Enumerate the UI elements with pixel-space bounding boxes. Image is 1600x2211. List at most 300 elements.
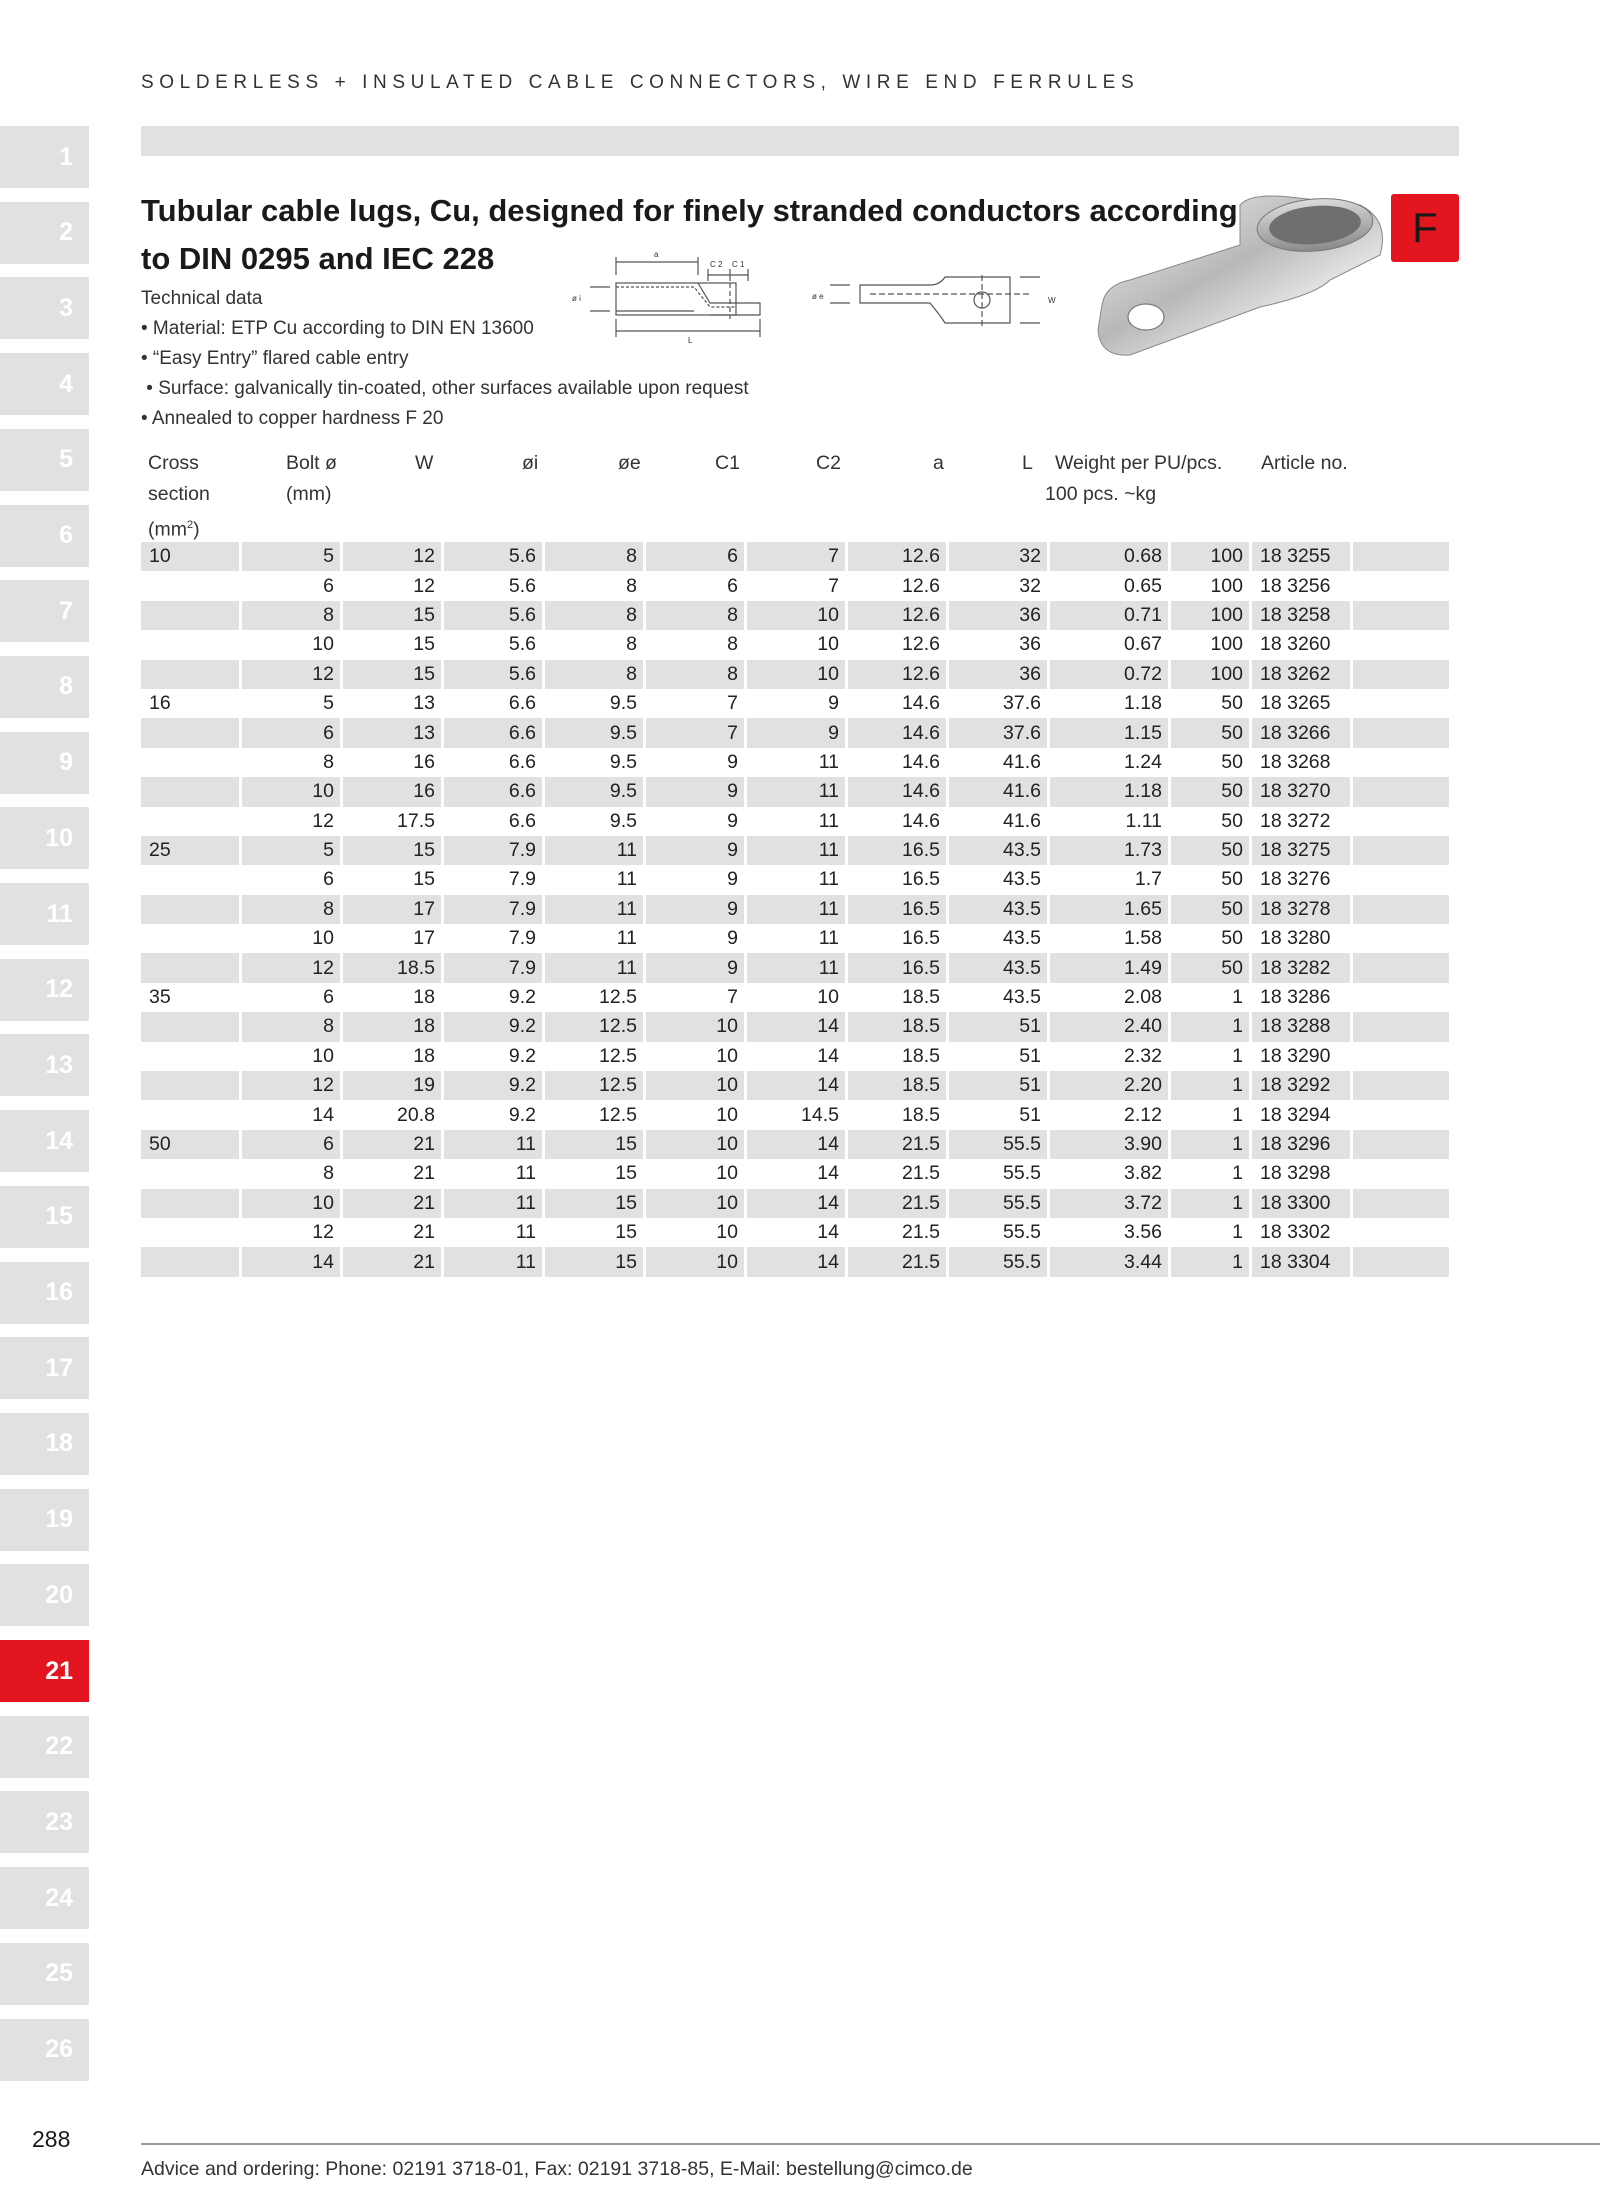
table-row xyxy=(141,689,1449,718)
cell-weight: 2.12 xyxy=(1124,1103,1162,1126)
chapter-tab-22[interactable]: 22 xyxy=(0,1716,89,1778)
cell-oi: 6.6 xyxy=(508,750,536,773)
cell-l: 43.5 xyxy=(1003,868,1041,891)
cell-c2: 11 xyxy=(818,750,839,773)
cell-oi: 9.2 xyxy=(444,1071,542,1100)
cell-article: 18 3266 xyxy=(1252,718,1350,747)
cell-filler xyxy=(1353,807,1449,836)
cell-filler xyxy=(1353,1247,1449,1276)
cell-c2: 14 xyxy=(747,1012,845,1041)
cell-w: 17 xyxy=(343,895,441,924)
cell-pu: 100 xyxy=(1210,574,1243,597)
cell-w: 15 xyxy=(343,836,441,865)
table-row xyxy=(141,807,1449,836)
cell-w: 21 xyxy=(413,1221,435,1244)
cell-cross xyxy=(141,748,239,777)
cell-a: 21.5 xyxy=(848,1247,946,1276)
cell-a: 21.5 xyxy=(902,1162,940,1185)
cell-pu: 1 xyxy=(1232,1103,1243,1126)
cell-oe: 11 xyxy=(545,895,643,924)
cell-oe: 8 xyxy=(626,633,637,656)
chapter-tab-9[interactable]: 9 xyxy=(0,732,89,794)
cell-pu: 50 xyxy=(1221,692,1243,715)
cell-bolt: 8 xyxy=(323,1162,334,1185)
cell-l: 55.5 xyxy=(949,1247,1047,1276)
cell-a: 14.6 xyxy=(902,692,940,715)
cell-pu: 50 xyxy=(1221,868,1243,891)
cell-a: 12.6 xyxy=(848,601,946,630)
chapter-tab-8[interactable]: 8 xyxy=(0,656,89,718)
col-header-c2: C2 xyxy=(816,452,841,474)
footer-divider xyxy=(141,2143,1600,2145)
footer-contact: Advice and ordering: Phone: 02191 3718-01, Fax: 02191 3718-85, E-Mail: bestellung@cimco.de xyxy=(141,2158,973,2180)
dim-label-c2: C 2 xyxy=(710,260,723,269)
col-header-oe: øe xyxy=(618,452,641,474)
top-view-drawing xyxy=(810,255,1070,335)
cell-oe: 11 xyxy=(545,836,643,865)
cell-weight: 1.18 xyxy=(1050,777,1168,806)
table-row xyxy=(141,1189,1449,1218)
cell-article: 18 3258 xyxy=(1252,601,1350,630)
cell-weight: 1.49 xyxy=(1050,953,1168,982)
cell-oe: 15 xyxy=(545,1130,643,1159)
header-bolt: Bolt ø xyxy=(286,452,337,474)
cell-oi: 7.9 xyxy=(444,895,542,924)
cell-article: 18 3278 xyxy=(1252,895,1350,924)
chapter-tab-6[interactable]: 6 xyxy=(0,505,89,567)
chapter-tab-16[interactable]: 16 xyxy=(0,1262,89,1324)
cell-w: 12 xyxy=(413,574,435,597)
cell-filler xyxy=(1353,983,1449,1012)
cell-weight: 1.11 xyxy=(1125,809,1162,832)
cell-article: 18 3294 xyxy=(1260,1103,1331,1126)
cell-a: 16.5 xyxy=(848,836,946,865)
header-weight: Weight per xyxy=(1055,452,1149,474)
chapter-tab-21[interactable]: 21 xyxy=(0,1640,89,1702)
cell-weight: 3.72 xyxy=(1050,1189,1168,1218)
cell-oe: 9.5 xyxy=(609,750,637,773)
cell-filler xyxy=(1353,895,1449,924)
cell-cross: 50 xyxy=(141,1130,239,1159)
header-mm2-text: (mm xyxy=(148,518,187,541)
header-mm2 xyxy=(148,510,210,546)
cell-w: 16 xyxy=(413,750,435,773)
cell-bolt: 10 xyxy=(242,777,340,806)
cell-cross xyxy=(141,924,239,953)
table-row xyxy=(141,865,1449,894)
cell-bolt: 8 xyxy=(242,601,340,630)
col-header-bolt xyxy=(286,448,337,510)
chapter-tab-26[interactable]: 26 xyxy=(0,2019,89,2081)
cell-pu: 50 xyxy=(1171,953,1249,982)
header-weight-unit: 100 pcs. ~kg xyxy=(1045,483,1157,505)
chapter-tab-17[interactable]: 17 xyxy=(0,1337,89,1399)
cell-bolt: 8 xyxy=(323,750,334,773)
cell-w: 21 xyxy=(343,1247,441,1276)
cell-filler xyxy=(1353,571,1449,600)
cell-w: 19 xyxy=(343,1071,441,1100)
cell-c2: 14 xyxy=(817,1044,839,1067)
cell-a: 12.6 xyxy=(848,542,946,571)
cell-filler xyxy=(1353,748,1449,777)
cell-l: 55.5 xyxy=(949,1189,1047,1218)
cell-c1: 10 xyxy=(646,1189,744,1218)
cell-article: 18 3270 xyxy=(1252,777,1350,806)
cell-a: 14.6 xyxy=(902,809,940,832)
col-header-weight xyxy=(1045,448,1156,510)
header-mm2-sup: 2 xyxy=(186,519,194,531)
cell-article: 18 3298 xyxy=(1260,1162,1331,1185)
cell-bolt: 6 xyxy=(323,574,334,597)
cell-weight: 1.18 xyxy=(1124,692,1162,715)
col-header-l: L xyxy=(1022,452,1033,474)
chapter-tab-10[interactable]: 10 xyxy=(0,807,89,869)
cell-oe: 9.5 xyxy=(545,777,643,806)
col-header-a: a xyxy=(933,452,944,474)
cell-l: 37.6 xyxy=(949,718,1047,747)
cell-a: 16.5 xyxy=(902,927,940,950)
tech-heading: Technical data xyxy=(141,288,263,309)
cell-pu: 50 xyxy=(1221,750,1243,773)
cell-c1: 7 xyxy=(727,986,738,1009)
table-row xyxy=(141,1218,1449,1247)
cell-oi: 6.6 xyxy=(508,692,536,715)
cell-oe: 12.5 xyxy=(599,986,637,1009)
cell-oi: 11 xyxy=(444,1130,542,1159)
cell-oi: 11 xyxy=(515,1221,536,1244)
chapter-tab-13[interactable]: 13 xyxy=(0,1034,89,1096)
cell-l: 55.5 xyxy=(1003,1221,1041,1244)
cell-w: 17.5 xyxy=(397,809,435,832)
cell-bolt: 10 xyxy=(312,1044,334,1067)
chapter-tab-20[interactable]: 20 xyxy=(0,1564,89,1626)
cell-cross xyxy=(141,895,239,924)
cell-pu: 100 xyxy=(1171,660,1249,689)
cell-article: 18 3282 xyxy=(1252,953,1350,982)
cell-weight: 3.90 xyxy=(1050,1130,1168,1159)
chapter-tab-12[interactable]: 12 xyxy=(0,959,89,1021)
cell-cross: 25 xyxy=(141,836,239,865)
cell-c1: 8 xyxy=(646,601,744,630)
cell-w: 13 xyxy=(343,718,441,747)
chapter-tab-24[interactable]: 24 xyxy=(0,1867,89,1929)
cell-filler xyxy=(1353,660,1449,689)
cell-bolt: 5 xyxy=(242,836,340,865)
cell-bolt: 5 xyxy=(323,692,334,715)
cell-cross: 10 xyxy=(141,542,239,571)
cell-oi: 6.6 xyxy=(508,809,536,832)
cell-oe: 11 xyxy=(616,927,637,950)
cell-article: 18 3292 xyxy=(1252,1071,1350,1100)
cell-bolt: 12 xyxy=(242,1071,340,1100)
cell-article: 18 3260 xyxy=(1260,633,1331,656)
table-row xyxy=(141,630,1449,659)
cell-w: 16 xyxy=(343,777,441,806)
cell-w: 13 xyxy=(413,692,435,715)
cell-oe: 15 xyxy=(545,1189,643,1218)
dim-label-w: W xyxy=(1048,296,1056,305)
cell-w: 18 xyxy=(413,986,435,1009)
cell-l: 36 xyxy=(949,660,1047,689)
chapter-tab-14[interactable]: 14 xyxy=(0,1110,89,1172)
cell-c2: 11 xyxy=(747,836,845,865)
header-cross: Cross xyxy=(148,452,199,474)
cell-w: 15 xyxy=(343,601,441,630)
cell-a: 21.5 xyxy=(848,1189,946,1218)
cell-oe: 8 xyxy=(545,542,643,571)
cell-weight: 0.65 xyxy=(1124,574,1162,597)
table-row xyxy=(141,1042,1449,1071)
cell-pu: 100 xyxy=(1171,542,1249,571)
cell-oi: 6.6 xyxy=(444,777,542,806)
cell-c2: 10 xyxy=(747,660,845,689)
dim-label-oi: ø i xyxy=(572,294,581,303)
cell-c1: 9 xyxy=(727,868,738,891)
cell-a: 16.5 xyxy=(848,953,946,982)
chapter-tab-23[interactable]: 23 xyxy=(0,1791,89,1853)
cell-filler xyxy=(1353,1012,1449,1041)
cell-filler xyxy=(1353,1218,1449,1247)
cell-weight: 3.56 xyxy=(1124,1221,1162,1244)
cell-l: 51 xyxy=(949,1012,1047,1041)
cell-oe: 15 xyxy=(545,1247,643,1276)
cell-weight: 1.24 xyxy=(1124,750,1162,773)
table-row xyxy=(141,1159,1449,1188)
cell-oi: 5.6 xyxy=(508,574,536,597)
cell-pu: 1 xyxy=(1232,1221,1243,1244)
cell-l: 43.5 xyxy=(949,836,1047,865)
table-row xyxy=(141,1012,1449,1041)
cell-weight: 3.44 xyxy=(1050,1247,1168,1276)
cell-filler xyxy=(1353,836,1449,865)
table-row xyxy=(141,983,1449,1012)
cell-w: 15 xyxy=(413,868,435,891)
cell-c2: 11 xyxy=(747,953,845,982)
cell-bolt: 12 xyxy=(312,1221,334,1244)
cell-filler xyxy=(1353,630,1449,659)
cell-oi: 11 xyxy=(515,1162,536,1185)
cell-oe: 8 xyxy=(626,574,637,597)
cell-w: 20.8 xyxy=(397,1103,435,1126)
cell-cross xyxy=(141,1042,239,1071)
cell-c2: 9 xyxy=(828,692,839,715)
cell-l: 36 xyxy=(1019,633,1041,656)
cell-article: 18 3275 xyxy=(1252,836,1350,865)
cell-pu: 1 xyxy=(1171,1189,1249,1218)
tech-item: • Annealed to copper hardness F 20 xyxy=(141,408,444,429)
cell-article: 18 3272 xyxy=(1260,809,1331,832)
chapter-tab-5[interactable]: 5 xyxy=(0,429,89,491)
cell-a: 21.5 xyxy=(902,1221,940,1244)
cell-c2: 11 xyxy=(818,927,839,950)
cell-w: 21 xyxy=(343,1130,441,1159)
chapter-tab-19[interactable]: 19 xyxy=(0,1489,89,1551)
cell-bolt: 6 xyxy=(242,1130,340,1159)
chapter-tab-1[interactable]: 1 xyxy=(0,126,89,188)
cell-c2: 14 xyxy=(747,1189,845,1218)
table-row xyxy=(141,1247,1449,1276)
cell-a: 18.5 xyxy=(902,1044,940,1067)
cell-oi: 11 xyxy=(444,1189,542,1218)
cell-cross xyxy=(141,718,239,747)
cell-l: 37.6 xyxy=(1003,692,1041,715)
cell-article: 18 3262 xyxy=(1252,660,1350,689)
cell-a: 16.5 xyxy=(902,868,940,891)
chapter-tab-2[interactable]: 2 xyxy=(0,202,89,264)
cell-article: 18 3256 xyxy=(1260,574,1331,597)
cell-filler xyxy=(1353,1071,1449,1100)
cell-l: 51 xyxy=(949,1071,1047,1100)
cell-bolt: 10 xyxy=(312,927,334,950)
cell-c1: 10 xyxy=(716,1044,738,1067)
chapter-tab-4[interactable]: 4 xyxy=(0,353,89,415)
cell-oe: 8 xyxy=(545,660,643,689)
cell-pu: 50 xyxy=(1221,809,1243,832)
table-row xyxy=(141,542,1449,571)
page-number: 288 xyxy=(32,2126,71,2152)
cell-cross xyxy=(141,865,239,894)
cell-cross xyxy=(141,1100,239,1129)
cell-filler xyxy=(1353,601,1449,630)
cell-bolt: 6 xyxy=(323,986,334,1009)
cell-weight: 1.15 xyxy=(1050,718,1168,747)
cell-weight: 3.82 xyxy=(1124,1162,1162,1185)
cell-oe: 12.5 xyxy=(599,1103,637,1126)
cell-l: 43.5 xyxy=(949,953,1047,982)
cell-bolt: 12 xyxy=(312,809,334,832)
cell-c1: 9 xyxy=(646,836,744,865)
header-bar xyxy=(141,126,1459,156)
cell-c2: 14 xyxy=(747,1130,845,1159)
cell-article: 18 3280 xyxy=(1260,927,1331,950)
chapter-tab-3[interactable]: 3 xyxy=(0,277,89,339)
cell-l: 32 xyxy=(949,542,1047,571)
cell-article: 18 3296 xyxy=(1252,1130,1350,1159)
cell-bolt: 10 xyxy=(242,1189,340,1218)
cell-bolt: 10 xyxy=(312,633,334,656)
cell-a: 14.6 xyxy=(848,718,946,747)
cell-oe: 11 xyxy=(616,868,637,891)
table-row xyxy=(141,571,1449,600)
product-table xyxy=(138,542,1452,1277)
cell-pu: 1 xyxy=(1232,1162,1243,1185)
cell-weight: 0.67 xyxy=(1124,633,1162,656)
cell-cross xyxy=(141,571,239,600)
cell-l: 51 xyxy=(1019,1103,1041,1126)
cell-cross xyxy=(141,601,239,630)
cell-bolt: 5 xyxy=(242,542,340,571)
cell-oi: 7.9 xyxy=(508,868,536,891)
cell-l: 55.5 xyxy=(1003,1162,1041,1185)
cell-l: 41.6 xyxy=(1003,750,1041,773)
cell-a: 21.5 xyxy=(848,1130,946,1159)
col-header-cross-section xyxy=(148,448,210,546)
cell-bolt: 12 xyxy=(242,953,340,982)
cell-w: 18 xyxy=(343,1012,441,1041)
cell-c2: 14 xyxy=(817,1162,839,1185)
cell-l: 43.5 xyxy=(1003,927,1041,950)
cell-cross xyxy=(141,1247,239,1276)
cell-oe: 12.5 xyxy=(599,1044,637,1067)
cell-oi: 9.2 xyxy=(508,1044,536,1067)
cell-c2: 11 xyxy=(818,868,839,891)
table-row xyxy=(141,924,1449,953)
cell-pu: 50 xyxy=(1171,777,1249,806)
table-row xyxy=(141,1130,1449,1159)
cell-cross xyxy=(141,630,239,659)
cell-filler xyxy=(1353,689,1449,718)
dim-label-l: L xyxy=(688,336,693,345)
table-row xyxy=(141,1071,1449,1100)
cell-cross xyxy=(141,1159,239,1188)
chapter-tab-11[interactable]: 11 xyxy=(0,883,89,945)
cell-cross xyxy=(141,807,239,836)
cell-bolt: 14 xyxy=(242,1247,340,1276)
table-row xyxy=(141,601,1449,630)
cell-oi: 5.6 xyxy=(444,542,542,571)
cell-oi: 6.6 xyxy=(444,718,542,747)
cell-bolt: 14 xyxy=(312,1103,334,1126)
tech-item: • “Easy Entry” flared cable entry xyxy=(141,348,409,369)
cell-oe: 8 xyxy=(545,601,643,630)
cell-oi: 5.6 xyxy=(508,633,536,656)
chapter-tab-25[interactable]: 25 xyxy=(0,1943,89,2005)
cell-weight: 1.73 xyxy=(1050,836,1168,865)
col-header-w: W xyxy=(415,452,434,474)
col-header-c1: C1 xyxy=(715,452,740,474)
cell-c2: 11 xyxy=(747,895,845,924)
cell-article: 18 3276 xyxy=(1260,868,1331,891)
cell-c1: 6 xyxy=(727,574,738,597)
cell-a: 12.6 xyxy=(902,633,940,656)
table-row xyxy=(141,836,1449,865)
cell-a: 18.5 xyxy=(848,1012,946,1041)
cell-cross xyxy=(141,1189,239,1218)
cell-oi: 5.6 xyxy=(444,601,542,630)
chapter-tab-18[interactable]: 18 xyxy=(0,1413,89,1475)
cell-w: 18 xyxy=(413,1044,435,1067)
table-row xyxy=(141,953,1449,982)
tech-item: • Surface: galvanically tin-coated, other surfaces available upon request xyxy=(141,378,749,399)
table-row xyxy=(141,660,1449,689)
cell-c1: 10 xyxy=(716,1221,738,1244)
cell-a: 14.6 xyxy=(902,750,940,773)
cell-bolt: 6 xyxy=(323,868,334,891)
cell-c2: 10 xyxy=(747,601,845,630)
section-header: SOLDERLESS + INSULATED CABLE CONNECTORS, WIRE END FERRULES xyxy=(141,72,1140,93)
cell-pu: 100 xyxy=(1171,601,1249,630)
cell-c2: 14 xyxy=(817,1221,839,1244)
chapter-tab-15[interactable]: 15 xyxy=(0,1186,89,1248)
cable-lug-photo xyxy=(1090,185,1400,375)
cell-bolt: 8 xyxy=(242,1012,340,1041)
cell-pu: 50 xyxy=(1171,895,1249,924)
cell-c2: 9 xyxy=(747,718,845,747)
cell-cross xyxy=(141,660,239,689)
cell-pu: 100 xyxy=(1210,633,1243,656)
chapter-tab-7[interactable]: 7 xyxy=(0,580,89,642)
cell-oe: 12.5 xyxy=(545,1012,643,1041)
col-header-article: Article no. xyxy=(1261,452,1348,474)
table-row xyxy=(141,895,1449,924)
cell-w: 17 xyxy=(413,927,435,950)
cell-a: 18.5 xyxy=(902,1103,940,1126)
cell-pu: 50 xyxy=(1221,927,1243,950)
cell-c1: 10 xyxy=(646,1012,744,1041)
cell-cross: 16 xyxy=(149,692,171,715)
cell-article: 18 3255 xyxy=(1252,542,1350,571)
cell-w: 12 xyxy=(343,542,441,571)
